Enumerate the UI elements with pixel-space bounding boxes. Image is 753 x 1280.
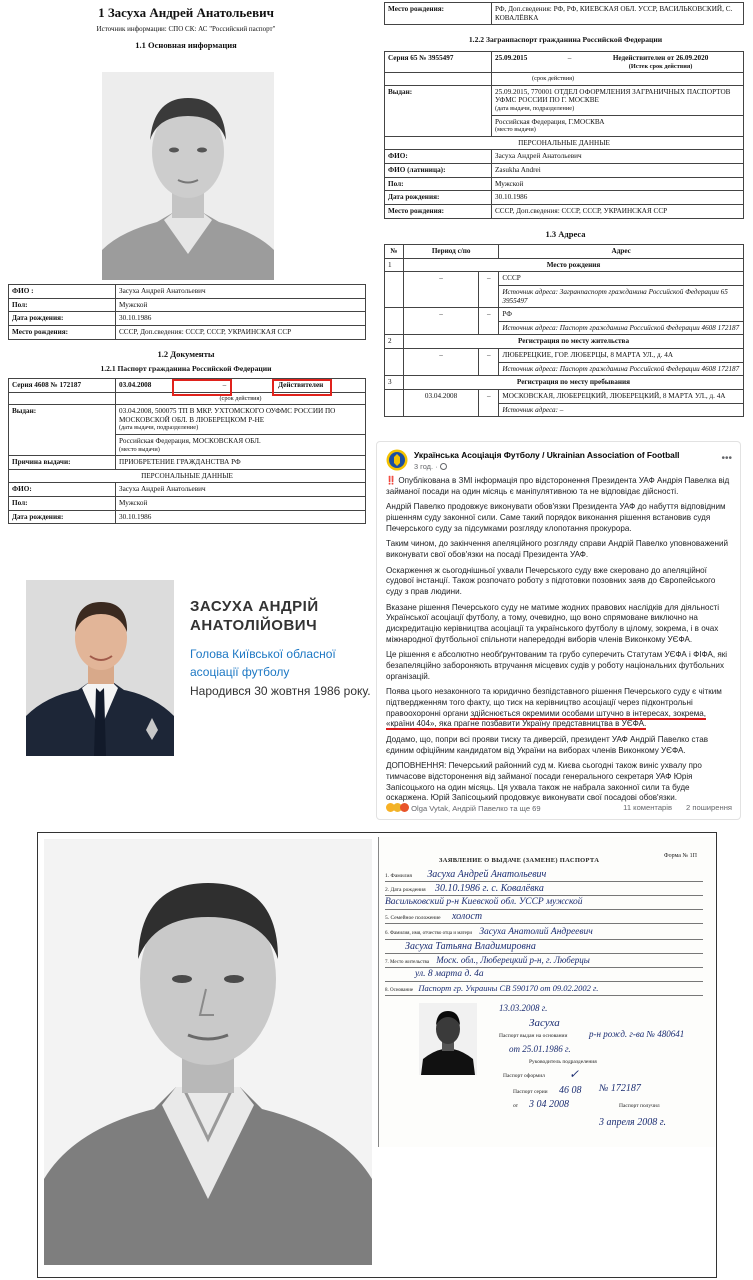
basic-key: Место рождения:: [9, 325, 116, 339]
addr-group-title: Место рождения: [404, 258, 744, 272]
line-label: 6. Фамилия, имя, отчество отца и матери: [385, 931, 473, 936]
series-hw: 46 08: [559, 1085, 582, 1096]
profile-role-2: асоціації футболу: [190, 665, 290, 679]
passport-issued-label: Паспорт выдан на основании: [499, 1033, 568, 1039]
handwriting: Васильковский р-н Киевской обл. УССР мужской: [385, 897, 583, 907]
date-handwriting: 13.03.2008 г.: [499, 1003, 548, 1013]
addr-value: ЛЮБЕРЕЦКИЕ, ГОР. ЛЮБЕРЦЫ, 8 МАРТА УЛ., д. 4А: [502, 351, 674, 360]
highlight-dash: [172, 379, 232, 396]
birth-label: Место рождения:: [385, 3, 492, 25]
addr-from: –: [404, 308, 479, 335]
series-label: Паспорт серии: [513, 1089, 548, 1095]
issued-place-sub: (место выдачи): [119, 445, 160, 453]
post-paragraph: Андрій Павелко продовжує виконувати обов'язки Президента УАФ до набуття відповідним рішенням суду законної сили. Саме такий порядок виконання рішення встановив судя Печерського суду за підсумками розгляду клопотання прокурора.: [386, 502, 726, 533]
application-form: [378, 837, 715, 1087]
post-paragraph: [386, 476, 732, 497]
doc-title: 1 Засуха Андрей Анатольевич: [98, 5, 274, 20]
issued-text: 03.04.2008, 500075 ТП В МКР. УХТОМСКОГО ОУФМС РОССИИ ПО МОСКОВСКОЙ ОБЛ. В ЛЮБЕРЕЦКОМ Р-НЕ: [119, 407, 336, 424]
profile-card: [0, 560, 372, 780]
basic-value: 30.10.1986: [116, 312, 366, 326]
addr-value: МОСКОВСКАЯ, ЛЮБЕРЕЦКИЙ, ЛЮБЕРЕЦКИЙ, 8 МАРТА УЛ., д. 4А: [502, 392, 726, 401]
large-photo: [44, 839, 372, 1265]
fp-key: ФИО (латиница):: [385, 164, 492, 178]
doc-source: Источник информации: СПО СК: АС "Российский паспорт": [96, 25, 276, 33]
handwriting: ул. 8 марта д. 4а: [415, 969, 484, 979]
passport-term: (срок действия): [116, 392, 366, 405]
handwriting: 30.10.1986 г. с. Ковалёвка: [435, 883, 544, 894]
receipt-label: Паспорт получил: [619, 1103, 660, 1109]
scan-frame: [37, 832, 717, 1278]
highlight-status: [272, 379, 332, 396]
handwriting: Засуха Андрей Анатольевич: [427, 869, 547, 880]
post-paragraph: Це рішення є абсолютно необґрунтованим та грубо суперечить Статутам УЄФА і ФІФА, які безапеляційно забороняють втручання місцевих судів у роботу національних футбольних організацій.: [386, 650, 728, 681]
basic-key: Пол:: [9, 298, 116, 312]
form-line: [385, 941, 703, 954]
fp-key: Дата рождения:: [385, 191, 492, 205]
application-form-lower: [378, 1083, 715, 1147]
addr-group-title: Регистрация по месту пребывания: [404, 376, 744, 390]
line-label: 5. Семейное положение: [385, 915, 441, 921]
form-line: [385, 883, 703, 896]
handwriting: холост: [451, 911, 483, 922]
angry-icon: [400, 803, 409, 812]
basic-key: ФИО :: [9, 285, 116, 299]
personal-value: Мужской: [116, 497, 366, 511]
facebook-post: [376, 441, 741, 820]
right-document: [378, 0, 753, 438]
personal-key: ФИО:: [9, 483, 116, 497]
post-paragraph: ДОПОВНЕННЯ: Печерський районний суд м. Києва сьогодні також виніс ухвалу про тимчасове відсторонення від займаної посади генерального секретаря УАФ Юрія Запісоцького на один місяць. Ця ухвала також не набрала законної сили та буде оскаржена. Юрій Запісоцький продовжує виконувати свої посадові обов'язки.: [386, 761, 702, 803]
officer-signature: ✓: [569, 1067, 580, 1081]
fp-value: Zasukha Andrei: [492, 164, 744, 178]
signature: Засуха: [529, 1017, 560, 1029]
fp-issued-place: Российская Федерация, Г.МОСКВА: [495, 117, 605, 126]
reactions-names[interactable]: Olga Vytak, Андрій Павелко та ще 69: [411, 804, 541, 814]
passport-date: 03.04.2008: [116, 379, 213, 393]
fp-key: Пол:: [385, 177, 492, 191]
form-line: [385, 983, 703, 996]
fp-issued-text: 25.09.2015, 770001 ОТДЕЛ ОФОРМЛЕНИЯ ЗАГРАНИЧНЫХ ПАСПОРТОВ УФМС РОССИИ ПО Г. МОСКВЕ: [495, 87, 731, 105]
fp-issued-label: Выдан:: [385, 85, 492, 136]
officer-label: Паспорт оформил: [503, 1073, 545, 1079]
profile-name-2: АНАТОЛІЙОВИЧ: [190, 617, 318, 634]
form-line: [385, 955, 703, 968]
small-photo: [419, 1003, 477, 1075]
personal-value: Засуха Андрей Анатольевич: [116, 483, 366, 497]
basic-value: Мужской: [116, 298, 366, 312]
passport-dash: –: [212, 379, 236, 393]
fp-valid-sub: (Истек срок действия): [628, 62, 693, 70]
profile-born: Народився 30 жовтня 1986 року.: [190, 684, 371, 698]
fp-issued-sub: (дата выдачи, подразделение): [495, 105, 575, 113]
profile-photo: [26, 580, 174, 756]
passport-status: Действителен: [236, 379, 365, 393]
person-photo: [102, 72, 274, 280]
line-label: 2. Дата рождения: [385, 887, 426, 893]
profile-role-1: Голова Київської обласної: [190, 647, 336, 661]
fp-value: Засуха Андрей Анатольевич: [492, 150, 744, 164]
post-paragraph: Таким чином, до закінчення апеляційного розгляду справи Андрій Павелко уповноважений виконувати свої обов'язки на посаді Президента УАФ.: [386, 539, 729, 560]
addr-source: Источник адреса: –: [499, 403, 743, 415]
fp-date: 25.09.2015: [492, 52, 562, 73]
exclaim-icon: ‼️: [386, 476, 397, 485]
birth-table: [384, 2, 744, 25]
issued-label: Выдан:: [9, 405, 116, 456]
issued-sub: (дата выдачи, подразделение): [119, 424, 199, 432]
form-number: Форма № 1П: [663, 853, 697, 859]
line-label: 8. Основание: [385, 988, 414, 993]
addr-source: Источник адреса: Паспорт гражданина Российской Федерации 4608 172187: [499, 321, 743, 333]
personal-header: ПЕРСОНАЛЬНЫЕ ДАННЫЕ: [9, 469, 366, 483]
shares-count[interactable]: 2 поширення: [686, 803, 732, 812]
addr-group-no: 2: [385, 335, 404, 349]
fp-issued-place-sub: (место выдачи): [495, 126, 536, 134]
post-body: [386, 476, 732, 809]
form-line: [385, 911, 703, 924]
reaction-icons: [386, 803, 409, 815]
fp-series: Серия 65 № 3955497: [385, 52, 492, 73]
fp-value: Мужской: [492, 177, 744, 191]
left-document: [0, 0, 372, 548]
section-foreign-passport: 1.2.2 Загранпаспорт гражданина Российской Федерации: [468, 35, 663, 44]
form-line: [385, 927, 703, 940]
addr-head-no: №: [385, 245, 404, 259]
addr-group-no: 3: [385, 376, 404, 390]
head-label: Руководитель подразделения: [529, 1059, 597, 1065]
addr-source: Источник адреса: Паспорт гражданина Российской Федерации 4608 172187: [499, 362, 743, 374]
line-label: 7. Место жительства: [385, 960, 430, 965]
fp-key: Место рождения:: [385, 204, 492, 218]
passport-series: Серия 4608 № 172187: [9, 379, 116, 393]
fp-value: СССР, Доп.сведения: СССР, СССР, УКРАИНСКАЯ ССР: [492, 204, 744, 218]
fp-value: 30.10.1986: [492, 191, 744, 205]
addr-to: –: [479, 349, 499, 376]
addr-to: –: [479, 308, 499, 335]
addr-value: РФ: [502, 310, 512, 319]
post-paragraph: [386, 687, 732, 730]
more-options-icon[interactable]: •••: [721, 453, 732, 464]
post-time[interactable]: [414, 462, 447, 472]
comments-count[interactable]: 11 коментарів: [623, 803, 672, 812]
section-addresses: 1.3 Адреса: [545, 229, 586, 239]
personal-value: 30.10.1986: [116, 510, 366, 524]
post-paragraph: Додамо, що, попри всі прояви тиску та диверсій, президент УАФ Андрій Павелко став єдиним офіційним кандидатом від України на виборах членів Виконкому УЄФА.: [386, 735, 709, 755]
handwriting: Засуха Татьяна Владимировна: [405, 941, 536, 952]
fp-personal-header: ПЕРСОНАЛЬНЫЕ ДАННЫЕ: [385, 136, 744, 150]
post-paragraph: Вказане рішення Печерського суду не матиме жодних правових наслідків для діяльності Української асоціації футболу, а тому, очевидно, що воно спрямоване виключно на дискредитацію керівництва асоціації та українського футболу в цілому, зокрема, і в очах міжнародної футбольної спільноти напередодні виборів членів Виконкому УЄФА.: [386, 602, 720, 644]
page-name[interactable]: Українська Асоціація Футболу / Ukrainian Association of Football: [414, 450, 680, 460]
basic-info-table: [8, 284, 366, 340]
addr-head-period: Период с/по: [404, 245, 499, 259]
from-hw: 3 04 2008: [529, 1099, 569, 1110]
section-documents: 1.2 Документы: [157, 349, 215, 359]
foreign-passport-table: [384, 51, 744, 219]
post-text: Поява цього незаконного та юридично безпідставного рішення Печерського суду є чітким підтвердженням того факту, що тиск на керівництво асоціації через підконтрольні правоохоронні органи: [386, 687, 722, 718]
form-line: [385, 869, 703, 882]
post-text: Опублікована в ЗМІ інформація про відсторонення Президента УАФ Андрія Павелка від займаної посади на один місяць є маніпулятивною та не відповідає дійсності.: [386, 476, 730, 496]
basic-key: Дата рождения:: [9, 312, 116, 326]
from-label: от: [513, 1103, 519, 1109]
post-paragraph: Оскарження ж сьогоднішньої ухвали Печерського суду вже скеровано до апеляційної судової інстанції. Також розпочато роботу з підготовки позовних заяв до Європейського суду з прав людини.: [386, 565, 716, 597]
number-hw: № 172187: [599, 1083, 641, 1094]
form-line: [385, 897, 703, 910]
section-basic: 1.1 Основная информация: [135, 40, 237, 50]
reason-label: Причина выдачи:: [9, 456, 116, 470]
fp-valid: Недействителен от 26.09.2020: [612, 54, 709, 62]
addr-from: –: [404, 349, 479, 376]
personal-key: Дата рождения:: [9, 510, 116, 524]
uaf-logo-icon[interactable]: [386, 449, 408, 471]
handwriting: Засуха Анатолий Андреевич: [479, 927, 593, 937]
fp-key: ФИО:: [385, 150, 492, 164]
addr-from: –: [404, 272, 479, 308]
addresses-table: [384, 244, 744, 417]
birth-value: РФ, Доп.сведения: РФ, РФ, КИЕВСКАЯ ОБЛ. УССР, ВАСИЛЬКОВСКИЙ, С. КОВАЛЁВКА: [492, 3, 744, 25]
fp-dash: –: [561, 52, 578, 73]
fp-term: (срок действия): [492, 73, 744, 86]
line-label: 1. Фамилия: [385, 873, 412, 879]
handwriting: Паспорт гр. Украины СВ 590170 от 09.02.2002 г.: [418, 983, 599, 993]
addr-group-title: Регистрация по месту жительства: [404, 335, 744, 349]
passport-issued-hw: р-н рожд. г-ва № 480641: [589, 1029, 685, 1039]
section-passport: 1.2.1 Паспорт гражданина Российской Федерации: [100, 364, 272, 373]
post-time-text[interactable]: 3 год.: [414, 462, 434, 471]
globe-icon: [440, 463, 447, 470]
addr-head-address: Адрес: [499, 245, 744, 259]
addr-from: 03.04.2008: [404, 390, 479, 417]
final-date-hw: 3 апреля 2008 г.: [599, 1117, 666, 1128]
basic-value: СССР, Доп.сведения: СССР, СССР, УКРАИНСКАЯ ССР: [116, 325, 366, 339]
underlined-text: здійснюється окремими особами штучно в інтересах, зокрема, «країни 404», яка прагне позбавити Україну представництва в УЄФА.: [386, 708, 707, 729]
profile-name-1: ЗАСУХА АНДРІЙ: [190, 598, 319, 615]
form-line: [385, 969, 703, 982]
addr-to: –: [479, 272, 499, 308]
addr-to: –: [479, 390, 499, 417]
passport-issued-hw2: от 25.01.1986 г.: [509, 1044, 571, 1054]
form-header: ЗАЯВЛЕНИЕ О ВЫДАЧЕ (ЗАМЕНЕ) ПАСПОРТА: [439, 857, 600, 864]
separator: ·: [435, 462, 438, 471]
reason-value: ПРИОБРЕТЕНИЕ ГРАЖДАНСТВА РФ: [116, 456, 366, 470]
passport-table: [8, 378, 366, 524]
personal-key: Пол:: [9, 497, 116, 511]
addr-source: Источник адреса: Загранпаспорт гражданина Российской Федерации 65 3955497: [499, 285, 743, 305]
issued-place: Российская Федерация, МОСКОВСКАЯ ОБЛ.: [119, 437, 261, 446]
addr-group-no: 1: [385, 258, 404, 272]
handwriting: Моск. обл., Люберецкий р-н, г. Люберцы: [436, 955, 590, 965]
basic-value: Засуха Андрей Анатольевич: [116, 285, 366, 299]
addr-value: СССР: [502, 274, 521, 283]
reactions-bar[interactable]: [386, 803, 732, 815]
